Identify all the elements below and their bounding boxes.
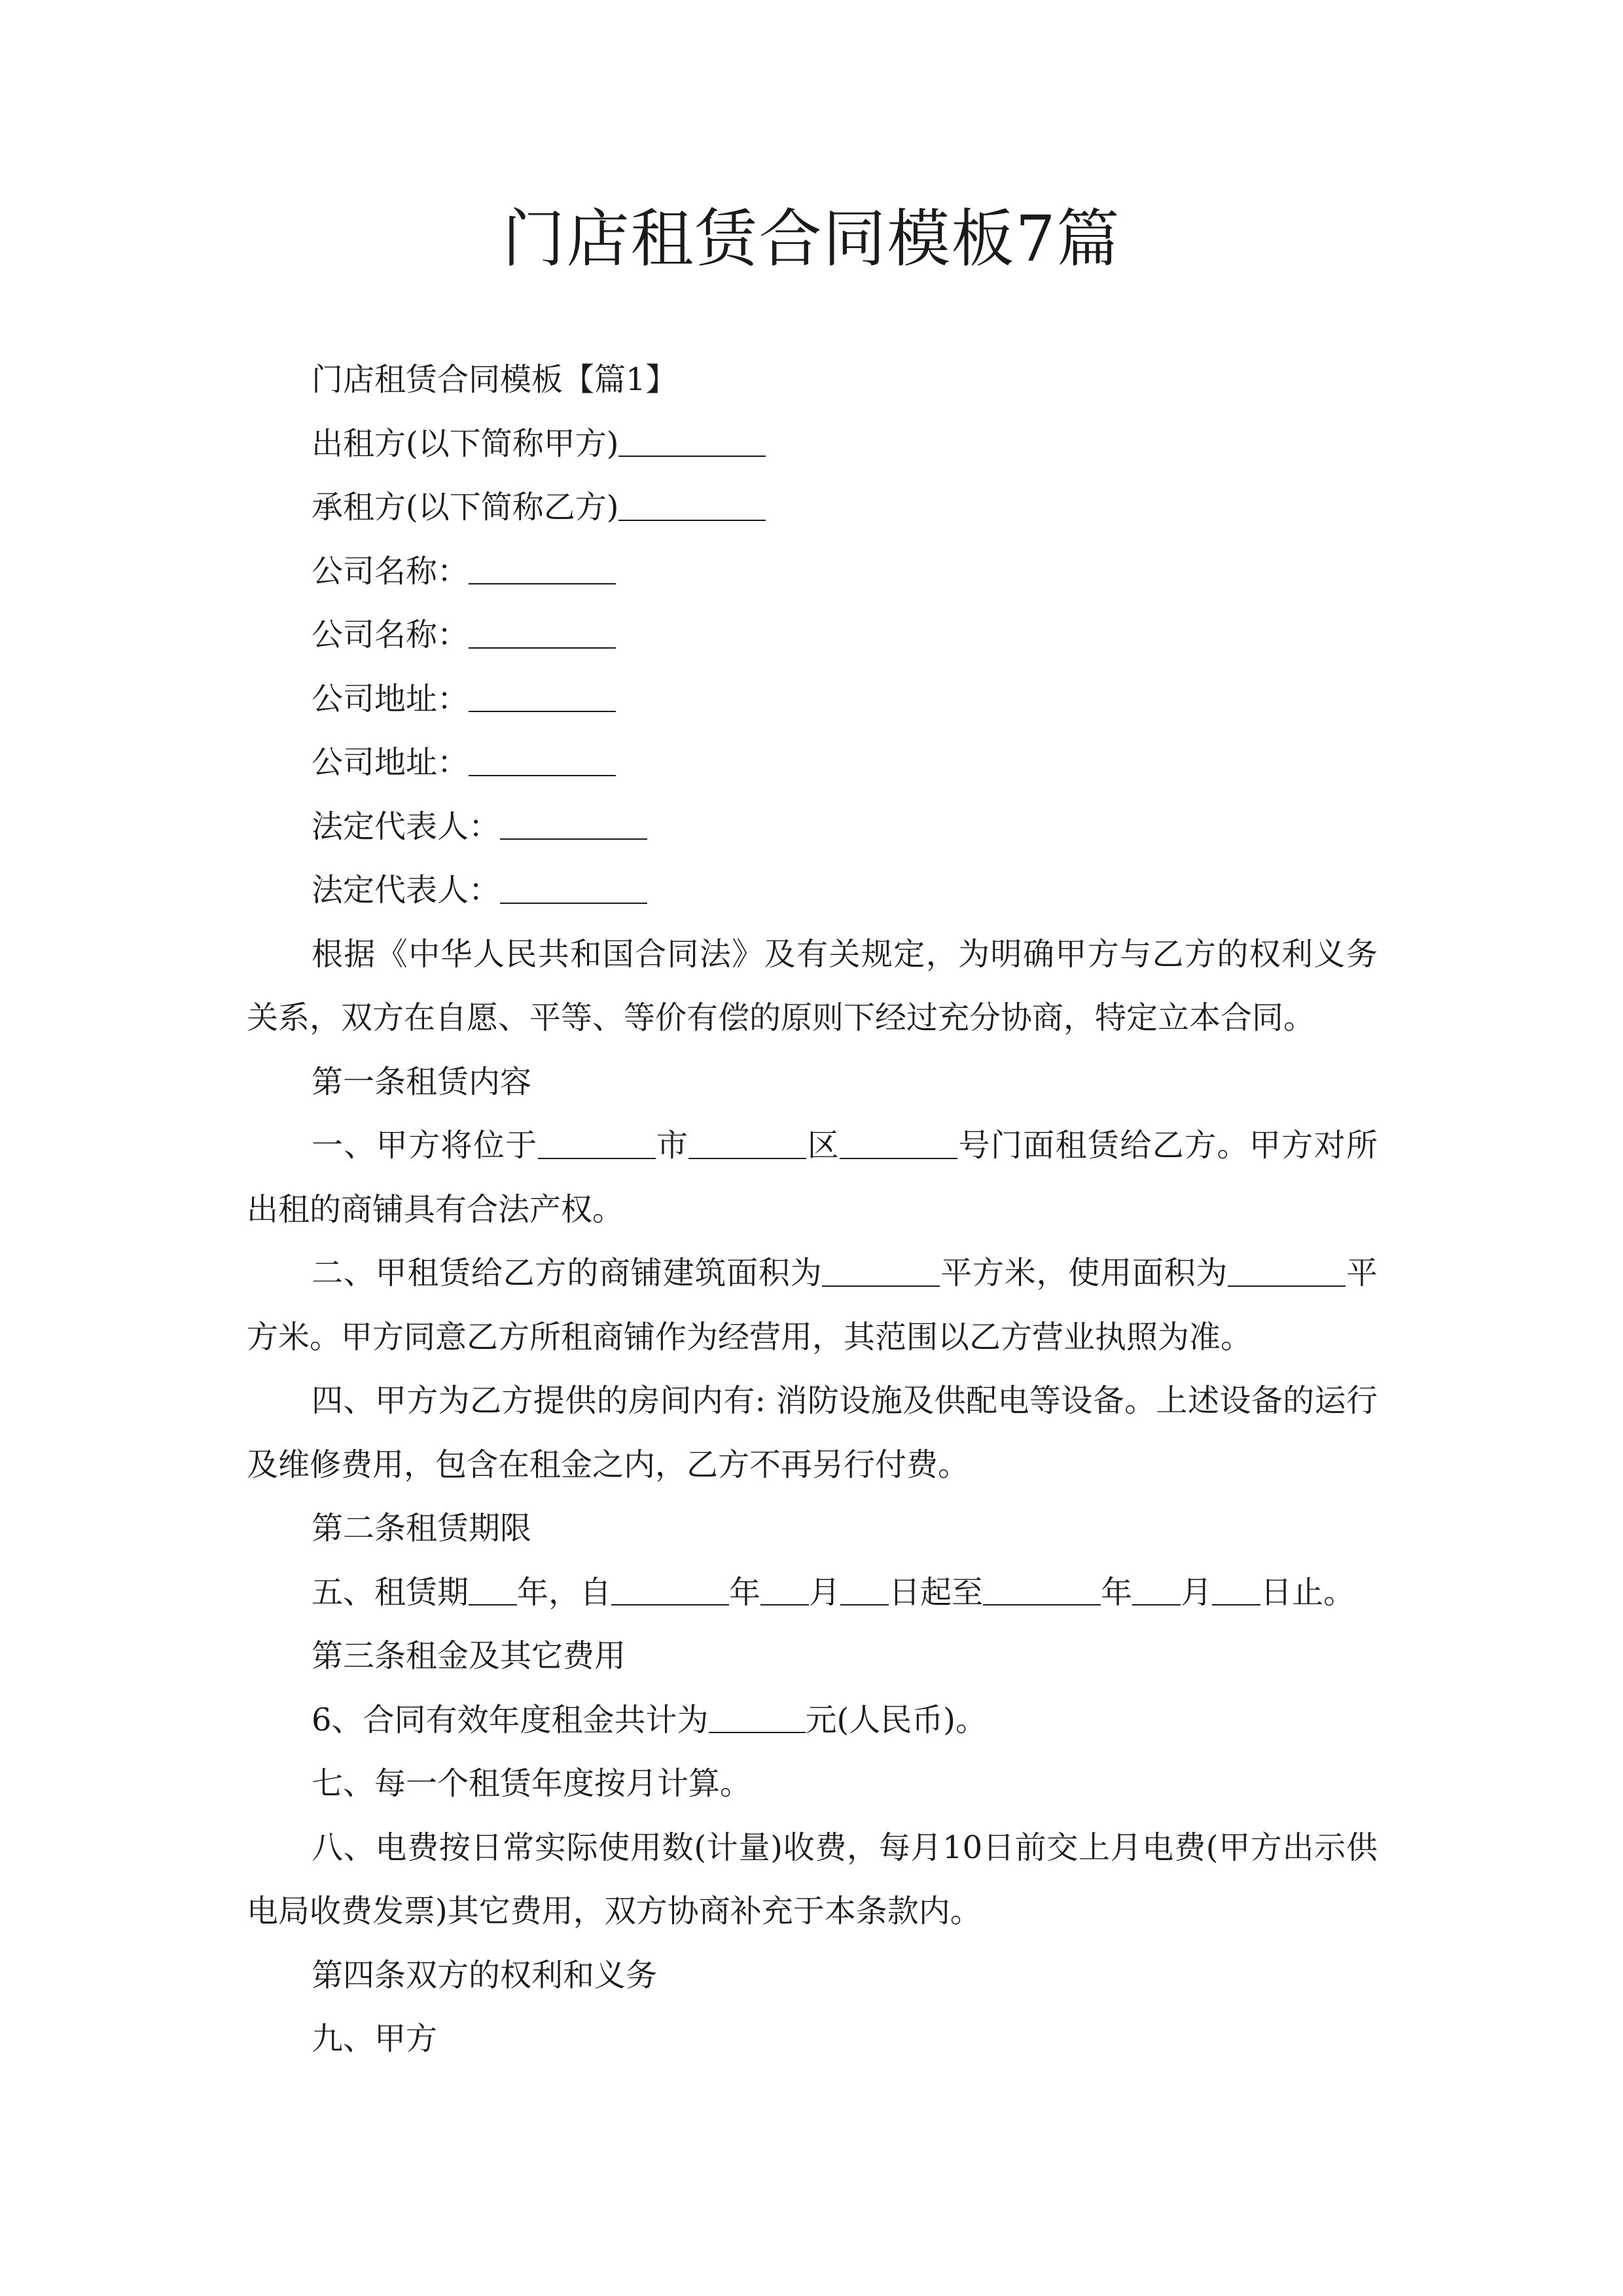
clause-6-paragraph [247,1689,1378,1753]
clause-5-text-7: 月 [1181,1573,1213,1611]
end-day-blank [1212,1576,1260,1605]
clause-6-text-1: 6、合同有效年度租金共计为 [312,1701,709,1738]
legal-rep-blank-a [500,810,647,840]
clause-1-text-2: 市 [655,1127,689,1164]
clause-2-text-1: 二、甲租赁给乙方的商铺建筑面积为 [312,1255,823,1291]
lessee-label: 承租方(以下简称乙方) [312,489,619,526]
document-body [247,348,1378,2072]
legal-rep-line-a [247,795,1378,859]
clause-2-paragraph [247,1242,1378,1369]
article-4-heading: 第四条双方的权利和义务 [312,1956,658,1994]
legal-rep-blank-b [500,874,647,904]
company-address-blank-b [469,747,616,776]
start-month-blank [760,1576,809,1605]
lessor-label: 出租方(以下简称甲方) [312,425,619,462]
district-blank [688,1130,806,1159]
end-month-blank [1132,1576,1181,1605]
clause-5-text-5: 日起至 [889,1573,984,1611]
clause-2-text-2: 平方米，使用面积为 [940,1255,1228,1291]
article-2-heading: 第二条租赁期限 [312,1510,532,1547]
clause-1-text-1: 一、甲方将位于 [312,1127,538,1164]
company-address-blank-a [469,683,616,712]
clause-1-paragraph [247,1114,1378,1242]
document-title: 门店租赁合同模板7篇 [502,202,1121,276]
company-address-line-b [247,731,1378,795]
company-name-label-b: 公司名称： [312,617,469,653]
clause-5-text-1: 五、租赁期 [312,1573,469,1611]
term-years-blank [469,1576,517,1605]
clause-8-paragraph: 八、电费按日常实际使用数(计量)收费，每月10日前交上月电费(甲方出示供电局收费发票)其它费用，双方协商补充于本条款内。 [247,1829,1378,1929]
lessee-blank [618,492,766,521]
start-day-blank [840,1576,889,1605]
start-year-blank [611,1576,729,1605]
company-name-blank-a [469,555,616,584]
building-area-blank [822,1257,940,1287]
preamble-paragraph: 根据《中华人民共和国合同法》及有关规定，为明确甲方与乙方的权利义务关系，双方在自愿、平等、等价有偿的原则下经过充分协商，特定立本合同。 [247,935,1378,1036]
clause-6-text-2: 元(人民币)。 [805,1701,988,1738]
lessor-line [247,412,1378,476]
company-address-line-a [247,668,1378,732]
clause-1-text-3: 区 [806,1127,840,1164]
company-name-blank-b [469,619,616,649]
article-3-heading: 第三条租金及其它费用 [312,1638,626,1674]
lessor-blank [618,427,766,457]
city-blank [538,1130,656,1159]
usable-area-blank [1228,1257,1346,1287]
company-address-label-a: 公司地址： [312,680,469,717]
clause-5-text-3: 年 [729,1573,761,1611]
legal-rep-label-a: 法定代表人： [312,808,501,845]
clause-7-paragraph: 七、每一个租赁年度按月计算。 [312,1765,752,1802]
rent-amount-blank [709,1704,806,1733]
legal-rep-label-b: 法定代表人： [312,872,501,908]
clause-5-text-8: 日止。 [1260,1573,1355,1611]
clause-4-paragraph: 四、甲方为乙方提供的房间内有: 消防设施及供配电等设备。上述设备的运行及维修费用，包含在租金之内，乙方不再另行付费。 [247,1382,1378,1483]
company-address-label-b: 公司地址： [312,744,469,781]
company-name-line-a [247,540,1378,604]
clause-2-text-3: 平方米。甲方同意乙方所租商铺作为经营用，其范围以乙方营业执照为准。 [247,1255,1378,1355]
lessee-line [247,476,1378,540]
article-1-heading: 第一条租赁内容 [312,1063,532,1100]
section-heading-part1 [247,348,1378,412]
clause-5-text-2: 年，自 [517,1573,612,1611]
clause-1-text-4: 号门面租赁给乙方。甲方对所出租的商铺具有合法产权。 [247,1127,1378,1228]
legal-rep-line-b [247,859,1378,923]
clause-5-text-4: 月 [809,1573,841,1611]
clause-5-paragraph [247,1561,1378,1625]
company-name-label-a: 公司名称： [312,552,469,590]
clause-9-paragraph: 九、甲方 [312,2020,438,2057]
company-name-line-b [247,603,1378,668]
section-heading-text: 门店租赁合同模板【篇1】 [312,361,677,398]
clause-5-text-6: 年 [1101,1573,1133,1611]
number-blank [840,1130,957,1159]
end-year-blank [983,1576,1101,1605]
